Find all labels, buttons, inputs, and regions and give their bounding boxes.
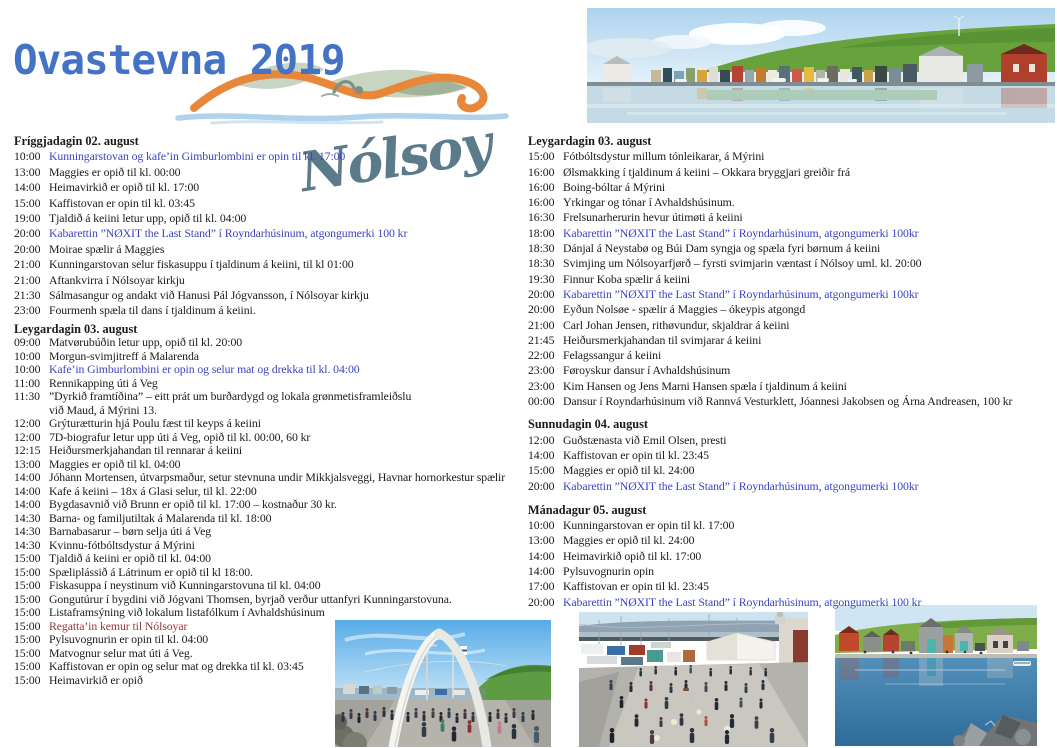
event-text: Heiðursmerkjahandan til svimjarar á keiini	[563, 332, 762, 347]
event-row	[528, 448, 1057, 463]
event-time: 11:00	[14, 375, 40, 390]
event-time: 20:00	[14, 241, 41, 256]
schedule-section	[14, 323, 526, 688]
day-heading: Leygardagin 03. august	[528, 134, 652, 148]
event-row	[14, 242, 526, 257]
event-text: Heimavirkið er opið	[49, 672, 143, 687]
event-text: Kunningarstovan er opin til kl. 17:00	[563, 518, 735, 533]
event-row	[14, 579, 526, 593]
event-row	[14, 512, 526, 526]
event-time: 15:00	[14, 659, 41, 674]
event-row	[528, 433, 1057, 448]
event-text: Tjaldið á keiini letur upp, opið til kl. 04:00	[49, 211, 247, 226]
event-row	[528, 479, 1057, 494]
event-time: 15:00	[14, 605, 41, 620]
event-time: 17:00	[528, 579, 555, 594]
event-row	[14, 180, 526, 195]
event-text: Heimavirkið er opið til kl. 17:00	[49, 180, 200, 195]
event-row	[14, 431, 526, 445]
event-row	[14, 444, 526, 458]
event-text: Guðstænasta við Emil Olsen, presti	[563, 432, 727, 447]
event-time: 14:00	[14, 180, 41, 195]
event-time: 14:00	[528, 564, 555, 579]
event-row	[14, 404, 526, 418]
event-row	[528, 210, 1057, 225]
event-row	[14, 620, 526, 634]
schedule-column-right	[528, 134, 1057, 610]
event-time: 12:00	[528, 432, 555, 447]
event-text: Jóhann Mortensen, útvarpsmaður, setur stevnuna undir Mikkjalsveggi, Havnar hornorkestur spælir	[49, 470, 506, 485]
event-row	[14, 363, 526, 377]
event-row	[528, 287, 1057, 302]
event-time: 15:00	[14, 632, 41, 647]
event-row	[14, 633, 526, 647]
event-text: Kabarettin ”NØXIT the Last Stand” í Royndarhúsinum, atgongumerki 100kr	[563, 225, 919, 240]
event-text: Spæliplássið á Látrinum er opið til kl 18:00.	[49, 564, 253, 579]
event-time: 14:30	[14, 537, 41, 552]
event-time: 18:30	[528, 241, 555, 256]
event-time: 20:00	[14, 226, 41, 241]
event-time: 16:30	[528, 210, 555, 225]
event-row	[14, 498, 526, 512]
event-text: Barna- og familjutiltak á Malarenda til kl. 18:00	[49, 510, 272, 525]
event-time: 21:30	[14, 288, 41, 303]
event-text: Bygdasavnið við Brunn er opið til kl. 17:00 – kostnaður 30 kr.	[49, 497, 337, 512]
event-text: Sálmasangur og andakt við Hanusi Pál Jógvansson, í Nólsoyar kirkju	[49, 288, 369, 303]
event-time: 14:00	[528, 447, 555, 462]
event-time: 21:00	[528, 317, 555, 332]
event-row	[528, 256, 1057, 271]
event-text: Tjaldið á keiini er opið til kl. 04:00	[49, 551, 211, 566]
event-text: Matvørubúðin letur upp, opið til kl. 20:00	[49, 335, 243, 350]
event-time: 22:00	[528, 348, 555, 363]
event-time: 12:00	[14, 429, 41, 444]
event-row	[528, 241, 1057, 256]
event-time: 20:00	[528, 594, 555, 609]
event-text: Kabarettin ”NØXIT the Last Stand” í Royndarhúsinum, atgongumerki 100 kr	[563, 594, 922, 609]
event-row	[14, 149, 526, 164]
event-text: Pylsuvognurin opin	[563, 564, 654, 579]
event-time	[14, 404, 44, 418]
event-row	[528, 595, 1057, 610]
event-time: 18:00	[528, 225, 555, 240]
event-text: Kafe’in Gimburlombini er opin og selur mat og drekka til kl. 04:00	[49, 362, 360, 377]
event-text: 7D-biografur letur upp úti á Veg, opið til kl. 00:00, 60 kr	[49, 429, 311, 444]
day-heading: Mánadagur 05. august	[528, 502, 647, 517]
event-text: Moirae spælir á Maggies	[49, 241, 165, 256]
event-row	[528, 226, 1057, 241]
event-text: Boing-bóltar á Mýrini	[563, 179, 666, 194]
day-heading: Fríggjadagin 02. august	[14, 134, 139, 148]
event-text: ”Dyrkið framtíðina” – eitt prát um burðardygd og lokala grønmetisframleiðslu	[49, 389, 412, 404]
page-title: Ovastevna 2019	[13, 36, 345, 84]
event-row	[528, 394, 1057, 409]
event-row	[14, 303, 526, 318]
event-row	[528, 518, 1057, 533]
event-time: 23:00	[528, 378, 555, 393]
event-row	[14, 593, 526, 607]
event-text: Finnur Koba spælir á keiini	[563, 271, 691, 286]
event-row	[528, 165, 1057, 180]
event-row	[528, 463, 1057, 478]
event-text: Yrkingar og tónar í Avhaldshúsinum.	[563, 195, 735, 210]
event-text: Kaffistovan er opin og selur mat og drekka til kl. 03:45	[49, 659, 304, 674]
event-text: Carl Johan Jensen, rithøvundur, skjaldrar á keiini	[563, 317, 790, 332]
event-time: 10:00	[528, 518, 555, 533]
event-time: 18:30	[528, 256, 555, 271]
event-row	[14, 647, 526, 661]
event-row	[14, 257, 526, 272]
event-text: Kabarettin ”NØXIT the Last Stand” í Royndarhúsinum, atgongumerki 100kr	[563, 286, 919, 301]
event-row	[14, 674, 526, 688]
event-time: 16:00	[528, 179, 555, 194]
event-text: Svimjing um Nólsoyarfjørð – fyrsti svimjarin væntast í Nólsoy uml. kl. 20:00	[563, 256, 922, 271]
schedule-section	[528, 417, 1057, 493]
schedule-section	[528, 134, 1057, 409]
event-row	[14, 606, 526, 620]
event-time: 14:00	[14, 497, 41, 512]
event-row	[528, 333, 1057, 348]
event-time: 10:00	[14, 348, 41, 363]
event-text: Gongutúrur í bygdini við Jógvani Thomsen, byrjað verður uttanfyri Kunningarstovuna.	[49, 591, 452, 606]
event-text: Barnabasarur – børn selja úti á Veg	[49, 524, 212, 539]
event-row	[14, 211, 526, 226]
event-text: Kunningarstovan selur fiskasuppu í tjaldinum á keiini, til kl 01:00	[49, 257, 354, 272]
event-row	[14, 377, 526, 391]
event-time: 10:00	[14, 362, 41, 377]
event-row	[14, 552, 526, 566]
event-text: Maggies er opið til kl. 24:00	[563, 533, 695, 548]
event-text: Kaffistovan er opin til kl. 23:45	[563, 579, 709, 594]
event-time: 10:00	[14, 149, 41, 164]
event-time: 21:45	[528, 332, 555, 347]
event-row	[14, 165, 526, 180]
event-time: 15:00	[14, 618, 41, 633]
photo-harbour-bay	[835, 605, 1037, 746]
event-text: Dánjal á Neystabø og Búi Dam syngja og spæla fyri børnum á keiini	[563, 241, 881, 256]
event-text: Regatta’in kemur til Nólsoyar	[49, 618, 188, 633]
day-heading: Sunnudagin 04. august	[528, 417, 648, 432]
event-text: Maggies er opið til kl. 24:00	[563, 463, 695, 478]
event-time: 16:00	[528, 195, 555, 210]
event-row	[528, 363, 1057, 378]
event-text: Aftankvirra í Nólsoyar kirkju	[49, 272, 185, 287]
event-text: Kabarettin ”NØXIT the Last Stand” í Royndarhúsinum, atgongumerki 100kr	[563, 478, 919, 493]
event-time: 12:15	[14, 443, 41, 458]
event-row	[528, 302, 1057, 317]
event-time: 21:00	[14, 257, 41, 272]
event-text: Kvinnu-fótbóltsdystur á Mýrini	[49, 537, 195, 552]
event-text: Felagssangur á keiini	[563, 348, 662, 363]
event-time: 14:00	[528, 548, 555, 563]
event-row	[528, 180, 1057, 195]
event-text: Rennikapping úti á Veg	[49, 375, 158, 390]
swimmer-head	[355, 86, 363, 94]
event-time: 13:00	[14, 164, 41, 179]
event-text: Frelsunarherurin hevur útimøti á keiini	[563, 210, 743, 225]
event-row	[14, 458, 526, 472]
event-text: Fiskasuppa í neystinum við Kunningarstovuna til kl. 04:00	[49, 578, 321, 593]
day-heading: Leygardagin 03. august	[14, 321, 138, 336]
event-time: 23:00	[528, 363, 555, 378]
event-text: Kunningarstovan og kafe’in Gimburlombini er opin til kl. 17:00	[49, 149, 346, 164]
swimmer-splash	[322, 94, 338, 96]
event-text: Kaffistovan er opin til kl. 23:45	[563, 447, 709, 462]
event-row	[528, 379, 1057, 394]
event-row	[14, 485, 526, 499]
event-text: Kim Hansen og Jens Marni Hansen spæla í tjaldinum á keiini	[563, 378, 847, 393]
photo-village-panorama	[587, 8, 1055, 123]
event-time: 09:00	[14, 335, 41, 350]
event-text: Maggies er opið til kl. 00:00	[49, 164, 181, 179]
schedule-section	[14, 134, 526, 319]
event-time: 15:00	[14, 564, 41, 579]
dog	[683, 688, 689, 691]
event-text: Maggies er opið til kl. 04:00	[49, 456, 181, 471]
event-time: 15:00	[14, 672, 41, 687]
event-time: 11:30	[14, 389, 40, 404]
event-text: Morgun-svimjitreff á Malarenda	[49, 348, 199, 363]
event-text: Dansur í Royndarhúsinum við Rannvá Vesturklett, Jóannesi Jakobsen og Árna Andreasen, 100 kr	[563, 394, 1013, 409]
event-time: 14:00	[14, 483, 41, 498]
schedule-column-left	[14, 134, 526, 687]
small-boat	[1013, 661, 1031, 666]
event-row	[528, 533, 1057, 548]
event-text: Kaffistovan er opin til kl. 03:45	[49, 195, 195, 210]
event-row	[14, 350, 526, 364]
event-row	[14, 273, 526, 288]
event-time: 15:00	[14, 591, 41, 606]
event-time: 15:00	[14, 195, 41, 210]
event-row	[528, 348, 1057, 363]
event-row	[14, 336, 526, 350]
event-row	[528, 195, 1057, 210]
event-time: 14:30	[14, 524, 41, 539]
event-row	[528, 564, 1057, 579]
event-row	[528, 549, 1057, 564]
event-time: 15:00	[14, 645, 41, 660]
event-time: 15:00	[14, 551, 41, 566]
event-row	[14, 471, 526, 485]
event-row	[14, 196, 526, 211]
event-text: Heimavirkið opið til kl. 17:00	[563, 548, 702, 563]
event-time: 20:00	[528, 302, 555, 317]
event-text: Matvognur selur mat úti á Veg.	[49, 645, 193, 660]
event-row	[14, 390, 526, 404]
event-time: 20:00	[528, 286, 555, 301]
event-row	[14, 660, 526, 674]
schedule-section	[528, 503, 1057, 610]
event-text: Fourmenh spæla til dans í tjaldinum á keiini.	[49, 303, 256, 318]
event-time: 23:00	[14, 303, 41, 318]
event-row	[14, 288, 526, 303]
water-line	[212, 122, 382, 123]
event-row	[14, 539, 526, 553]
event-row	[14, 417, 526, 431]
event-time: 13:00	[528, 533, 555, 548]
event-time: 14:00	[14, 470, 41, 485]
water-line	[178, 116, 506, 119]
event-row	[528, 579, 1057, 594]
event-text: Eyðun Nolsøe - spælir á Maggies – ókeypis atgongd	[563, 302, 806, 317]
event-row	[14, 566, 526, 580]
event-text: Kafe á keiini – 18x á Glasi selur, til kl. 22:00	[49, 483, 257, 498]
event-text: Ølsmakking í tjaldinum á keiini – Okkara bryggjari greiðir frá	[563, 164, 851, 179]
event-time: 12:00	[14, 416, 41, 431]
event-text: við Maud, á Mýrini 13.	[49, 402, 157, 417]
event-time: 15:00	[528, 149, 555, 164]
event-text: Heiðursmerkjahandan til rennarar á keiini	[49, 443, 243, 458]
event-row	[14, 525, 526, 539]
nolsoy-watermark: Nólsoy	[295, 111, 495, 205]
event-row	[14, 226, 526, 241]
event-time: 19:00	[14, 211, 41, 226]
event-time: 15:00	[528, 463, 555, 478]
event-text: Fótbóltsdystur millum tónleikarar, á Mýrini	[563, 149, 765, 164]
event-time: 15:00	[14, 578, 41, 593]
event-time: 19:30	[528, 271, 555, 286]
event-row	[528, 149, 1057, 164]
event-text: Grýturætturin hjá Poulu fæst til keyps á keiini	[49, 416, 261, 431]
event-time: 20:00	[528, 478, 555, 493]
photo-quay-crowd	[579, 612, 808, 747]
boats	[581, 644, 645, 665]
event-time: 16:00	[528, 164, 555, 179]
event-time: 13:00	[14, 456, 41, 471]
event-row	[528, 272, 1057, 287]
event-time: 14:30	[14, 510, 41, 525]
event-text: Pylsuvognurin er opin til kl. 04:00	[49, 632, 209, 647]
event-text: Listaframsýning við lokalum listafólkum í Avhaldshúsinum	[49, 605, 325, 620]
event-text: Kabarettin ”NØXIT the Last Stand” í Royndarhúsinum, atgongumerki 100 kr	[49, 226, 408, 241]
event-time: 00:00	[528, 394, 555, 409]
event-row	[528, 318, 1057, 333]
stalls	[647, 642, 695, 662]
event-time: 21:00	[14, 272, 41, 287]
event-text: Føroyskur dansur í Avhaldshúsinum	[563, 363, 731, 378]
